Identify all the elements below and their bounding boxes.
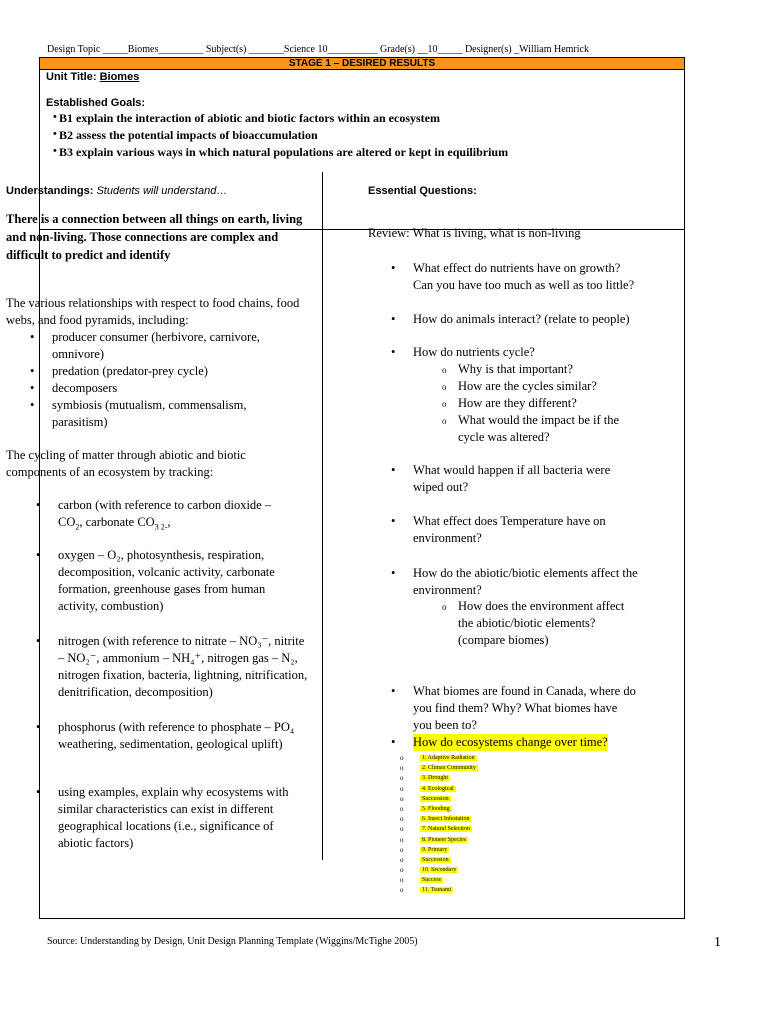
goal-item: • B2 assess the potential impacts of bioaccumulation [53,128,318,142]
unit-title-value: Biomes [99,71,140,83]
list-item: o 7. Natural Selection [400,825,470,834]
list-item: • What biomes are found in Canada, where do you find them? Why? What biomes have you been to? [413,683,638,734]
list-item: • What would happen if all bacteria were wiped out? [413,462,638,496]
list-item: o 8. Pioneer Species [400,835,467,844]
list-item: o 4. Ecological [400,784,454,793]
source-citation: Source: Understanding by Design, Unit Design Planning Template (Wiggins/McTighe 2005) [47,936,418,947]
cycling-list [58,784,308,852]
list-item: o How are the cycles similar? [458,378,638,395]
unit-title-label: Unit Title: [46,71,100,83]
review-question: Review: What is living, what is non-living [368,226,581,240]
relationships-intro: The various relationships with respect to food chains, food webs, and food pyramids, including: [6,296,300,327]
list-item: • using examples, explain why ecosystems with similar characteristics can exist in different geographical locations (i.e., significance of abiotic factors) [58,784,308,852]
list-item: o 10. Secondary [400,866,457,875]
question-list [413,344,638,361]
list-item: • What effect do nutrients have on growth? Can you have too much as well as too little? [413,260,638,294]
goal-item: • B1 explain the interaction of abiotic and biotic factors within an ecosystem [53,111,440,125]
sub-question-list [458,361,638,446]
list-item: • phosphorus (with reference to phosphate – PO₄ weathering, sedimentation, geological uplift) [58,719,320,753]
relationships-list [52,329,302,431]
highlighted-question: • How do ecosystems change over time? [413,734,608,751]
list-item: • How do nutrients cycle? [413,344,638,361]
question-list [413,513,638,547]
list-item: • nitrogen (with reference to nitrate – NO₃⁻, nitrite – NO₂⁻, ammonium – NH₄⁺, nitrogen gas – N₂, nitrogen fixation, bacteria, lightning, nitrification, denitrification, decomposition) [58,633,308,701]
stage-title-bar: STAGE 1 – DESIRED RESULTS [40,58,684,70]
list-item: o 2. Climax Community [400,764,476,773]
list-item: o Why is that important? [458,361,638,378]
unit-title [46,71,139,83]
goal-item: • B3 explain various ways in which natural populations are altered or kept in equilibrium [53,145,509,159]
understandings-heading: Understandings: Students will understand… [6,185,228,197]
list-item: • carbon (with reference to carbon dioxide – $CO_2$, carbonate $CO_{3 2-}$, [58,497,308,536]
list-item: o How does the environment affect the abiotic/biotic elements? (compare biomes) [458,598,638,649]
list-item: o 3. Drought [400,774,448,783]
questions-heading: Essential Questions: [368,185,477,197]
list-item: o 5. Flooding [400,804,450,813]
cycling-list [58,497,308,536]
list-item: • predation (predator-prey cycle) [52,363,302,380]
question-list [413,734,638,751]
list-item: • How do the abiotic/biotic elements affect the environment? [413,565,638,599]
design-header-line: Design Topic _____Biomes_________ Subject(s) _______Science 10__________ Grade(s) __10_____ Designer(s) _William Hemrick [47,44,589,55]
list-item: o 11. Tsunami [400,886,452,895]
list-item: o 1. Adaptive Radiation [400,754,475,762]
list-item: • How do animals interact? (relate to people) [413,311,638,328]
list-item: • symbiosis (mutualism, commensalism, parasitism) [52,397,302,431]
list-item: o Succession [400,855,449,864]
cycling-list [58,633,308,701]
list-item: o Succession [400,794,449,803]
list-item: • decomposers [52,380,302,397]
cycling-list [58,719,320,753]
question-list [413,565,638,599]
cycling-intro: The cycling of matter through abiotic and biotic components of an ecosystem by tracking: [6,448,246,479]
question-list [413,311,638,328]
column-divider [322,172,323,860]
goals-heading: Established Goals: [46,97,146,109]
cycling-list [58,547,308,615]
question-list [413,462,638,496]
list-item: o How are they different? [458,395,638,412]
question-list [413,683,638,734]
list-item: o 9. Primary [400,845,448,854]
list-item: • oxygen – O₂, photosynthesis, respiration, decomposition, volcanic activity, carbonate formation, greenhouse gases from human activity, combustion) [58,547,308,615]
list-item: o Success [400,876,441,885]
list-item: • What effect does Temperature have on environment? [413,513,638,547]
understandings-subheading: Students will understand… [96,185,228,197]
understandings-lead: There is a connection between all things on earth, living and non-living. Those connections are complex and difficult to predict and identify [6,212,303,262]
page-number: 1 [714,935,721,950]
question-list [413,260,638,294]
list-item: o 6. Insect Infestation [400,815,470,824]
list-item: • producer consumer (herbivore, carnivore, omnivore) [52,329,302,363]
sub-question-list [458,598,638,649]
unit-goals-section [40,70,684,230]
ecosystem-change-list [400,753,478,896]
list-item: o What would the impact be if the cycle was altered? [458,412,638,446]
